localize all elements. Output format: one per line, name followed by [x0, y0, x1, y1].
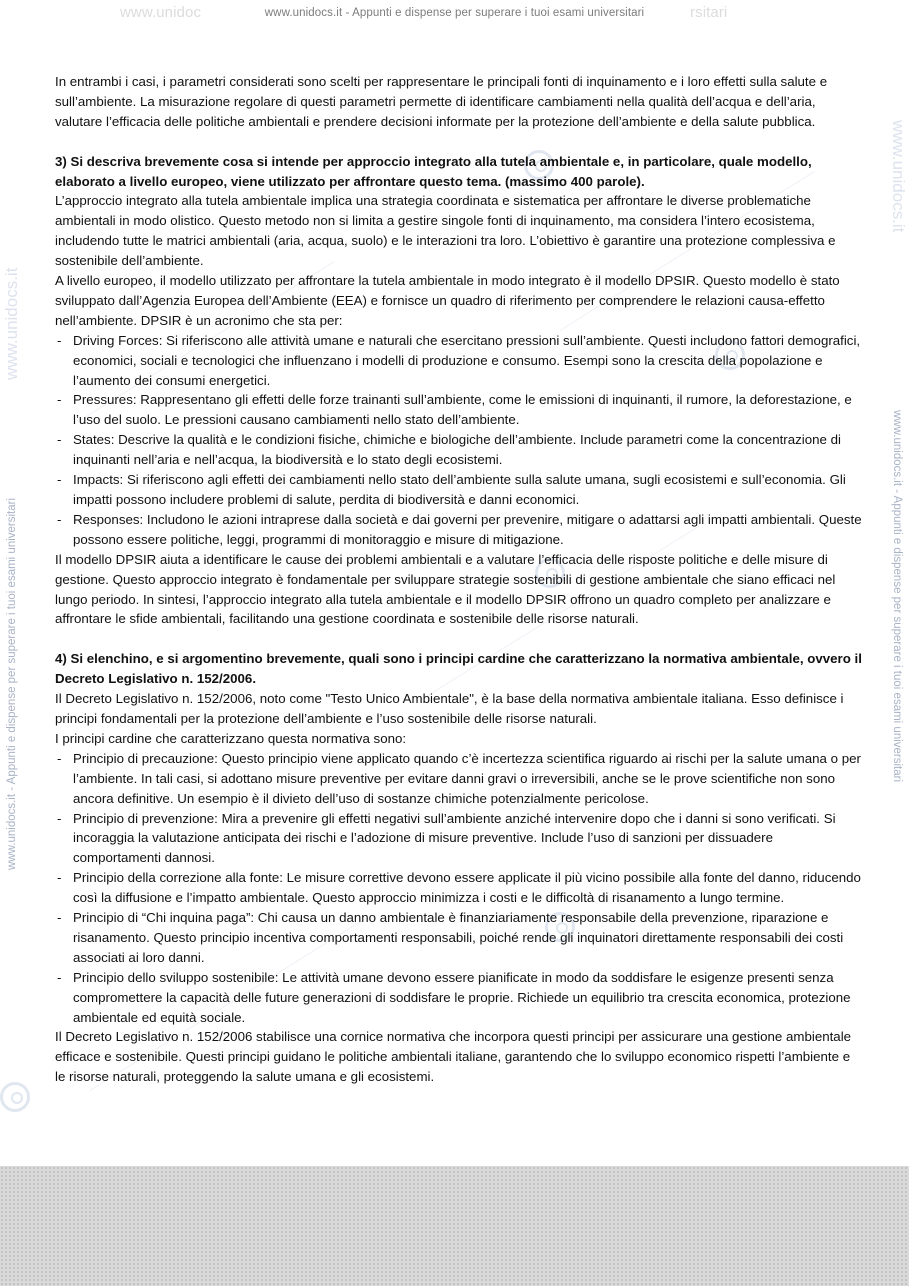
question-4-heading: 4) Si elenchino, e si argomentino brevemente, quali sono i principi cardine che caratterizzano la normativa ambientale, ovvero il Decreto Legislativo n. 152/2006. — [55, 651, 862, 687]
list-item: - Principio di prevenzione: Mira a prevenire gli effetti negativi sull’ambiente anziché intervenire dopo che i danni si sono verificati. Si incoraggia la valutazione anticipata dei rischi e l’adozione di misure preventive. Include l’uso di sanzioni per dissuadere comportamenti dannosi. — [55, 809, 863, 869]
watermark-side-ghost-right: www.unidocs.it — [889, 120, 908, 233]
watermark-side-left: www.unidocs.it - Appunti e dispense per superare i tuoi esami universitari — [6, 497, 18, 870]
top-watermark — [0, 0, 909, 26]
watermark-logo-icon — [0, 1082, 30, 1112]
principles-list — [55, 749, 863, 1028]
watermark-side-right: www.unidocs.it - Appunti e dispense per superare i tuoi esami universitari — [891, 410, 903, 783]
question-4-paragraph-3: Il Decreto Legislativo n. 152/2006 stabilisce una cornice normativa che incorpora questi principi per assicurare una gestione ambientale efficace e sostenibile. Questi principi guidano le politiche ambientali italiane, garantendo che lo sviluppo economico rispetti l’ambiente e le risorse naturali, proteggendo la salute umana e gli ecosistemi. — [55, 1029, 852, 1085]
list-item: - Pressures: Rappresentano gli effetti delle forze trainanti sull’ambiente, come le emissioni di inquinanti, il rumore, la deforestazione, e l’uso del suolo. Le pressioni causano cambiamenti nello stato dell’ambiente. — [55, 390, 863, 430]
dpsir-list — [55, 331, 863, 550]
question-3-paragraph-1: L’approccio integrato alla tutela ambientale implica una strategia coordinata e sistematica per affrontare le diverse problematiche ambientali in modo olistico. Questo metodo non si limita a gestire singole fonti di inquinamento, ma considera l’intero ecosistema, includendo tutte le matrici ambientali (aria, acqua, suolo) e le interazioni tra loro. L’obiettivo è garantire una protezione complessiva e sostenibile dell’ambiente. — [55, 193, 836, 269]
list-item: - Principio di precauzione: Questo principio viene applicato quando c’è incertezza scientifica riguardo ai rischi per la salute umana o per l’ambiente. In tali casi, si adottano misure preventive per evitare danni gravi o irreversibili, anche se le prove scientifiche non sono ancora definitive. Un esempio è il divieto dell’uso di sostanze chimiche potenzialmente pericolose. — [55, 749, 863, 809]
question-3-paragraph-3: Il modello DPSIR aiuta a identificare le cause dei problemi ambientali e a valutare l’efficacia delle risposte politiche e delle misure di gestione. Questo approccio integrato è fondamentale per sviluppare strategie sostenibili di gestione ambientale che siano efficaci nel lungo periodo. In sintesi, l’approccio integrato alla tutela ambientale e il modello DPSIR offrono un quadro completo per analizzare e affrontare le sfide ambientali, facilitando una gestione coordinata e sostenibile delle risorse naturali. — [55, 551, 836, 627]
watermark-ghost-right: rsitari — [690, 4, 728, 21]
question-4-paragraph-2: I principi cardine che caratterizzano questa normativa sono: — [55, 730, 407, 746]
watermark-ghost-left: www.unidoc — [120, 4, 202, 21]
question-3-paragraph-2: A livello europeo, il modello utilizzato per affrontare la tutela ambientale in modo integrato è il modello DPSIR. Questo modello è stato sviluppato dall’Agenzia Europea dell’Ambiente (EEA) e fornisce un quadro di riferimento per comprendere le relazioni causa-effetto nell’ambiente. DPSIR è un acronimo che sta per: — [55, 273, 840, 328]
list-item: - Principio della correzione alla fonte: Le misure correttive devono essere applicate il più vicino possibile alla fonte del danno, riducendo così la diffusione e l’impatto ambientale. Questo approccio minimizza i costi e le difficoltà di risanamento a lungo termine. — [55, 868, 863, 908]
question-4-paragraph-1: Il Decreto Legislativo n. 152/2006, noto come "Testo Unico Ambientale", è la base della normativa ambientale italiana. Esso definisce i principi fondamentali per la protezione dell’ambiente e l’uso sostenibile delle risorse naturali. — [55, 691, 844, 726]
list-item: - Responses: Includono le azioni intraprese dalla società e dai governi per prevenire, mitigare o adattarsi agli impatti ambientali. Queste possono essere politiche, leggi, programmi di monitoraggio e misure di mitigazione. — [55, 510, 863, 550]
list-item: - Principio dello sviluppo sostenibile: Le attività umane devono essere pianificate in modo da soddisfare le esigenze presenti senza compromettere la capacità delle future generazioni di soddisfare le proprie. Richiede un equilibrio tra crescita economica, protezione ambientale ed equità sociale. — [55, 968, 863, 1028]
document-body — [55, 72, 863, 1087]
watermark-header-text: www.unidocs.it - Appunti e dispense per superare i tuoi esami universitari — [264, 7, 645, 19]
list-item: - Driving Forces: Si riferiscono alle attività umane e naturali che esercitano pressioni sull’ambiente. Questi includono fattori demografici, economici, sociali e tecnologici che influenzano i modelli di produzione e consumo. Esempi sono la crescita della popolazione e l’aumento dei consumi energetici. — [55, 331, 863, 391]
list-item: - States: Descrive la qualità e le condizioni fisiche, chimiche e biologiche dell’ambiente. Include parametri come la concentrazione di inquinanti nell’aria e nell’acqua, la biodiversità e lo stato degli ecosistemi. — [55, 430, 863, 470]
intro-paragraph: In entrambi i casi, i parametri considerati sono scelti per rappresentare le principali fonti di inquinamento e i loro effetti sulla salute e sull’ambiente. La misurazione regolare di questi parametri permette di identificare cambiamenti nella qualità dell’acqua e dell’aria, valutare l’efficacia delle politiche ambientali e prendere decisioni informate per la protezione dell’ambiente e della salute pubblica. — [55, 74, 828, 129]
question-3-heading: 3) Si descriva brevemente cosa si intende per approccio integrato alla tutela ambientale e, in particolare, quale modello, elaborato a livello europeo, viene utilizzato per affrontare questo tema. (massimo 400 parole). — [55, 153, 812, 189]
paragraph-gap — [55, 132, 863, 152]
list-item: - Principio di “Chi inquina paga”: Chi causa un danno ambientale è finanziariamente responsabile della prevenzione, riparazione e risanamento. Questo principio incentiva comportamenti responsabili, poiché rende gli inquinatori direttamente responsabili dei costi associati ai loro danni. — [55, 908, 863, 968]
paragraph-gap — [55, 629, 863, 649]
blurred-preview-overlay — [0, 1166, 909, 1286]
list-item: - Impacts: Si riferiscono agli effetti dei cambiamenti nello stato dell’ambiente sulla salute umana, sugli ecosistemi e sull’economia. Gli impatti possono includere problemi di salute, perdita di biodiversità e danni economici. — [55, 470, 863, 510]
watermark-side-ghost-left: www.unidocs.it — [2, 267, 21, 380]
